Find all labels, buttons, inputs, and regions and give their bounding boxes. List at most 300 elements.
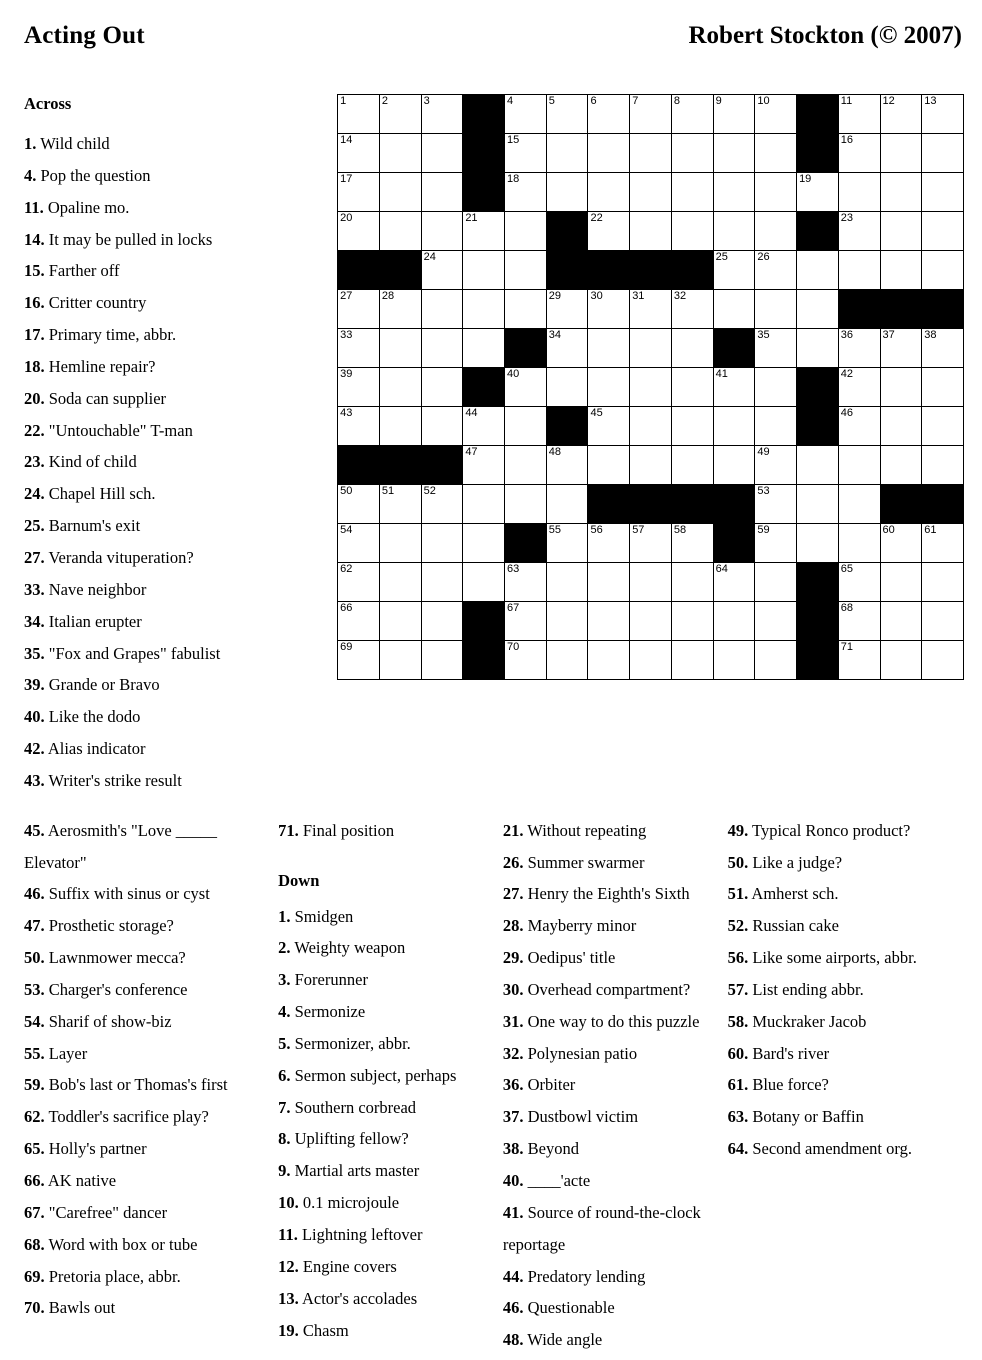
grid-cell[interactable] [880,251,922,290]
grid-cell[interactable] [505,563,547,602]
grid-cell[interactable] [880,95,922,134]
grid-cell[interactable] [588,563,630,602]
grid-cell[interactable] [505,173,547,212]
grid-cell[interactable] [338,212,380,251]
grid-cell[interactable] [755,368,797,407]
grid-cell[interactable] [630,407,672,446]
grid-cell[interactable] [713,173,755,212]
clue-item[interactable] [728,1133,964,1165]
grid-cell[interactable] [505,485,547,524]
grid-cell[interactable] [671,446,713,485]
grid-cell[interactable] [922,446,964,485]
clue-item[interactable] [728,878,964,910]
grid-cell[interactable] [713,290,755,329]
grid-cell[interactable] [630,95,672,134]
grid-cell[interactable] [463,212,505,251]
clue-item[interactable] [24,1292,278,1324]
grid-cell[interactable] [797,524,839,563]
clue-item[interactable] [278,815,493,847]
clue-item[interactable] [24,878,278,910]
clue-item[interactable] [24,478,313,510]
grid-cell[interactable] [755,641,797,680]
clue-item[interactable] [24,287,313,319]
grid-cell[interactable] [671,641,713,680]
clue-item[interactable] [503,1261,718,1293]
grid-cell[interactable] [588,134,630,173]
grid-cell[interactable] [588,524,630,563]
grid-cell[interactable] [338,290,380,329]
clue-item[interactable] [728,847,964,879]
clue-item[interactable] [728,1069,964,1101]
grid-cell-block [713,485,755,524]
grid-cell[interactable] [922,329,964,368]
grid-cell[interactable] [671,407,713,446]
grid-cell[interactable] [671,95,713,134]
grid-cell[interactable] [755,485,797,524]
grid-cell[interactable] [338,563,380,602]
clue-item[interactable] [278,1123,493,1155]
grid-cell[interactable] [880,641,922,680]
grid-cell[interactable] [463,407,505,446]
grid-cell[interactable] [338,641,380,680]
grid-cell[interactable] [546,602,588,641]
clue-item[interactable] [24,974,278,1006]
grid-cell[interactable] [713,212,755,251]
clue-item[interactable] [503,847,718,879]
grid-cell[interactable] [630,524,672,563]
clue-item[interactable] [728,815,964,847]
grid-cell[interactable] [421,407,463,446]
grid-cell[interactable] [671,563,713,602]
grid-cell[interactable] [755,407,797,446]
grid-cell[interactable] [463,290,505,329]
grid-cell[interactable] [755,446,797,485]
clue-item[interactable] [24,510,313,542]
grid-cell[interactable] [421,485,463,524]
crossword-grid[interactable] [337,94,964,680]
grid-cell[interactable] [338,173,380,212]
grid-cell[interactable] [755,524,797,563]
clue-item[interactable] [24,1038,278,1070]
grid-cell[interactable] [421,212,463,251]
grid-cell[interactable] [797,485,839,524]
grid-cell[interactable] [338,368,380,407]
grid-cell[interactable] [671,134,713,173]
grid-cell[interactable] [338,407,380,446]
clue-text: Questionable [523,1298,615,1318]
grid-cell[interactable] [713,446,755,485]
grid-cell-number: 44 [465,407,478,419]
clue-item[interactable] [278,1251,493,1283]
clue-item[interactable] [24,415,313,447]
grid-cell[interactable] [630,329,672,368]
grid-cell[interactable] [922,407,964,446]
clue-item[interactable] [278,1060,493,1092]
grid-cell[interactable] [379,290,421,329]
grid-cell-number: 8 [673,95,681,107]
grid-cell[interactable] [546,563,588,602]
grid-cell-number: 68 [840,602,854,614]
grid-cell[interactable] [463,485,505,524]
clue-item[interactable] [503,1006,718,1038]
clue-item[interactable] [278,1315,493,1347]
grid-cell[interactable] [797,251,839,290]
clue-item[interactable] [278,1187,493,1219]
clue-item[interactable] [24,383,313,415]
grid-cell[interactable] [755,329,797,368]
grid-cell[interactable] [671,602,713,641]
grid-cell[interactable] [630,602,672,641]
grid-cell[interactable] [338,329,380,368]
clue-number: 46. [502,1298,524,1318]
clue-number: 1. [24,134,37,153]
grid-cell[interactable] [546,290,588,329]
grid-cell[interactable] [505,134,547,173]
clue-number: 36. [502,1075,524,1095]
grid-cell[interactable] [379,212,421,251]
grid-cell-block [671,251,713,290]
grid-cell[interactable] [379,134,421,173]
clue-item[interactable] [278,1028,493,1060]
grid-row [338,173,964,212]
grid-cell[interactable] [379,641,421,680]
grid-cell[interactable] [713,95,755,134]
clue-item[interactable] [503,942,718,974]
clue-item[interactable] [24,1165,278,1197]
clue-item[interactable] [278,1092,493,1124]
clue-text: Bawls out [44,1298,116,1318]
grid-cell[interactable] [880,368,922,407]
grid-cell[interactable] [755,563,797,602]
grid-cell[interactable] [838,251,880,290]
grid-cell[interactable] [463,251,505,290]
grid-cell[interactable] [671,329,713,368]
grid-cell[interactable] [379,173,421,212]
grid-cell[interactable] [463,563,505,602]
grid-cell[interactable] [838,485,880,524]
clue-item[interactable] [503,815,718,847]
grid-cell[interactable] [546,368,588,407]
grid-cell[interactable] [505,407,547,446]
grid-cell[interactable] [838,329,880,368]
grid-cell[interactable] [588,290,630,329]
grid-cell[interactable] [505,641,547,680]
grid-cell[interactable] [505,212,547,251]
grid-cell[interactable] [838,368,880,407]
grid-cell[interactable] [505,602,547,641]
grid-cell[interactable] [588,602,630,641]
grid-cell[interactable] [755,251,797,290]
grid-cell[interactable] [755,173,797,212]
grid-cell[interactable] [922,563,964,602]
grid-cell[interactable] [630,563,672,602]
grid-cell[interactable] [922,251,964,290]
grid-cell[interactable] [713,563,755,602]
clue-number: 15. [24,261,45,281]
grid-cell[interactable] [838,641,880,680]
clue-item[interactable] [24,942,278,974]
clue-item[interactable] [24,351,313,383]
grid-cell[interactable] [546,485,588,524]
clue-item[interactable] [503,1101,718,1133]
grid-cell[interactable] [546,446,588,485]
grid-cell[interactable] [421,368,463,407]
grid-cell-block [797,212,839,251]
grid-cell[interactable] [880,446,922,485]
grid-cell[interactable] [880,173,922,212]
grid-cell[interactable] [671,290,713,329]
grid-cell[interactable] [379,563,421,602]
grid-cell[interactable] [379,602,421,641]
clue-item[interactable] [24,224,313,256]
grid-cell[interactable] [630,368,672,407]
grid-cell[interactable] [880,563,922,602]
clue-item[interactable] [728,910,964,942]
grid-cell[interactable] [838,602,880,641]
grid-cell[interactable] [797,173,839,212]
clue-item[interactable] [278,1283,493,1315]
grid-cell[interactable] [338,524,380,563]
grid-cell-block [880,290,922,329]
grid-cell[interactable] [755,212,797,251]
grid-cell[interactable] [713,641,755,680]
grid-cell[interactable] [755,95,797,134]
grid-cell[interactable] [880,407,922,446]
grid-cell[interactable] [546,524,588,563]
grid-cell[interactable] [463,329,505,368]
grid-cell[interactable] [838,212,880,251]
clue-item[interactable] [24,128,313,160]
grid-cell[interactable] [546,173,588,212]
grid-cell[interactable] [671,212,713,251]
grid-cell[interactable] [546,641,588,680]
grid-cell[interactable] [588,446,630,485]
grid-cell[interactable] [630,212,672,251]
grid-cell[interactable] [797,446,839,485]
clue-text: Charger's conference [44,979,188,999]
grid-cell[interactable] [630,641,672,680]
clue-item[interactable] [24,1069,278,1101]
grid-cell[interactable] [713,602,755,641]
clue-item[interactable] [24,606,313,638]
grid-cell[interactable] [838,173,880,212]
grid-cell[interactable] [588,95,630,134]
grid-cell[interactable] [421,95,463,134]
clue-item[interactable] [24,542,313,574]
clue-item[interactable] [24,446,313,478]
clue-item[interactable] [24,574,313,606]
clue-item[interactable] [503,878,718,910]
grid-cell[interactable] [505,446,547,485]
crossword-grid-container [337,94,964,680]
grid-cell[interactable] [671,173,713,212]
grid-cell[interactable] [880,524,922,563]
clue-item[interactable] [24,701,313,733]
grid-cell[interactable] [463,446,505,485]
clue-item[interactable] [24,319,313,351]
clue-number: 13. [278,1288,299,1308]
grid-cell[interactable] [379,524,421,563]
clue-number: 57. [727,979,749,999]
grid-cell[interactable] [463,524,505,563]
grid-cell[interactable] [588,173,630,212]
grid-cell-number: 52 [423,485,436,497]
grid-cell[interactable] [755,290,797,329]
clue-item[interactable] [24,1006,278,1038]
clue-item[interactable] [503,1197,718,1261]
grid-cell[interactable] [379,95,421,134]
clue-item[interactable] [24,765,313,797]
grid-cell[interactable] [922,95,964,134]
grid-cell[interactable] [713,407,755,446]
clue-item[interactable] [24,1101,278,1133]
grid-cell-number: 62 [340,563,353,575]
grid-cell[interactable] [880,329,922,368]
grid-cell[interactable] [838,134,880,173]
grid-cell[interactable] [630,134,672,173]
clue-item[interactable] [24,160,313,192]
clue-item[interactable] [24,255,313,287]
grid-cell[interactable] [755,134,797,173]
grid-cell[interactable] [797,290,839,329]
clue-item[interactable] [278,901,493,933]
clue-item[interactable] [503,910,718,942]
grid-cell[interactable] [922,602,964,641]
grid-cell[interactable] [671,368,713,407]
grid-cell[interactable] [671,524,713,563]
clue-item[interactable] [24,1229,278,1261]
grid-cell[interactable] [755,602,797,641]
grid-cell[interactable] [546,329,588,368]
clue-text: Pretoria place, abbr. [44,1266,181,1286]
grid-cell[interactable] [546,95,588,134]
grid-cell[interactable] [338,602,380,641]
clue-item[interactable] [278,996,493,1028]
clue-item[interactable] [24,1197,278,1229]
grid-cell[interactable] [505,95,547,134]
grid-cell[interactable] [588,368,630,407]
grid-cell[interactable] [546,134,588,173]
clue-item[interactable] [728,1006,964,1038]
clue-number: 67. [24,1202,45,1222]
clue-item[interactable] [278,1219,493,1251]
clue-item[interactable] [24,733,313,765]
grid-cell[interactable] [922,641,964,680]
grid-cell-block [630,251,672,290]
clue-item[interactable] [24,910,278,942]
clue-item[interactable] [24,669,313,701]
clue-item[interactable] [503,1324,718,1356]
clue-item[interactable] [728,974,964,1006]
clue-number: 53. [24,979,45,999]
grid-cell[interactable] [379,407,421,446]
clue-number: 51. [727,884,749,904]
grid-cell[interactable] [421,524,463,563]
grid-cell[interactable] [421,134,463,173]
clue-item[interactable] [278,964,493,996]
grid-cell[interactable] [379,368,421,407]
clue-item[interactable] [503,1292,718,1324]
grid-cell[interactable] [713,134,755,173]
clue-item[interactable] [503,1069,718,1101]
grid-cell[interactable] [713,251,755,290]
grid-cell[interactable] [421,329,463,368]
clue-item[interactable] [728,942,964,974]
clue-item[interactable] [503,1165,718,1197]
grid-cell-number: 15 [507,134,520,146]
grid-cell-block [838,290,880,329]
grid-cell[interactable] [421,602,463,641]
clue-item[interactable] [503,1133,718,1165]
grid-cell[interactable] [338,485,380,524]
upper-section [22,94,964,797]
grid-cell[interactable] [880,602,922,641]
grid-cell[interactable] [505,251,547,290]
grid-cell[interactable] [922,212,964,251]
clue-item[interactable] [728,1101,964,1133]
grid-cell[interactable] [421,173,463,212]
grid-cell[interactable] [838,446,880,485]
grid-cell[interactable] [379,485,421,524]
grid-cell[interactable] [630,290,672,329]
clue-item[interactable] [278,932,493,964]
grid-cell[interactable] [588,407,630,446]
grid-cell[interactable] [922,368,964,407]
grid-cell[interactable] [880,134,922,173]
clue-item[interactable] [24,192,313,224]
clue-item[interactable] [503,1038,718,1070]
grid-row [338,251,964,290]
clue-text: Typical Ronco product? [748,820,911,840]
grid-cell[interactable] [922,134,964,173]
grid-cell[interactable] [797,329,839,368]
clue-item[interactable] [503,974,718,1006]
clue-item[interactable] [24,1133,278,1165]
grid-cell[interactable] [838,95,880,134]
grid-cell[interactable] [421,251,463,290]
grid-cell[interactable] [588,329,630,368]
grid-cell[interactable] [588,641,630,680]
grid-cell[interactable] [922,173,964,212]
grid-cell[interactable] [922,524,964,563]
clue-item[interactable] [24,815,278,879]
grid-cell[interactable] [338,134,380,173]
clue-item[interactable] [24,1261,278,1293]
grid-cell[interactable] [421,290,463,329]
grid-cell[interactable] [713,368,755,407]
grid-cell[interactable] [838,524,880,563]
grid-cell[interactable] [588,212,630,251]
clue-item[interactable] [728,1038,964,1070]
grid-cell-block [797,95,839,134]
grid-cell[interactable] [880,212,922,251]
grid-cell[interactable] [505,368,547,407]
grid-cell[interactable] [379,329,421,368]
grid-cell-number: 16 [840,134,854,146]
clue-number: 56. [727,948,749,968]
grid-cell[interactable] [838,563,880,602]
clue-item[interactable] [24,638,313,670]
grid-cell[interactable] [421,563,463,602]
grid-cell[interactable] [630,173,672,212]
clue-item[interactable] [278,1155,493,1187]
grid-cell[interactable] [630,446,672,485]
grid-cell[interactable] [338,95,380,134]
grid-cell[interactable] [838,407,880,446]
grid-cell[interactable] [505,290,547,329]
grid-cell[interactable] [421,641,463,680]
across-clue-list-tail [278,815,493,847]
